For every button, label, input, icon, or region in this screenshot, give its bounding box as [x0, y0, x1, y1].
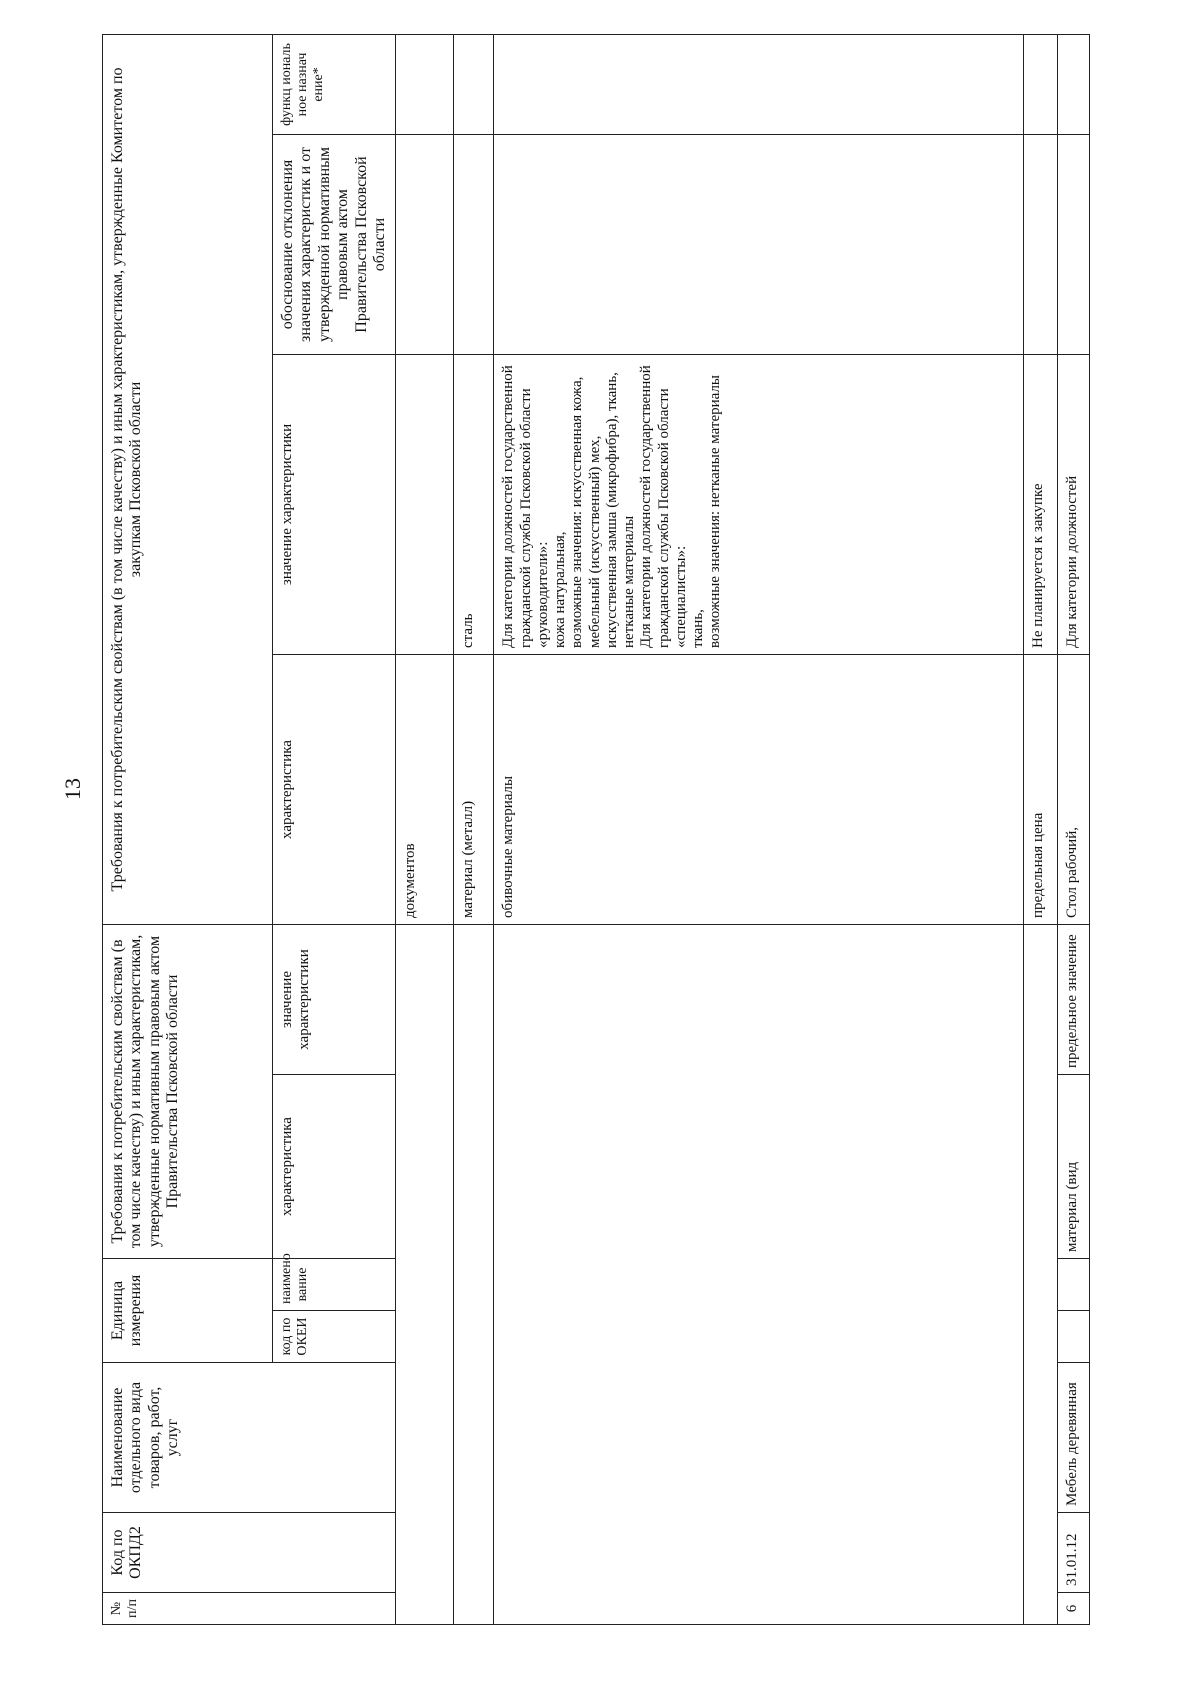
header-name: Наименование отдельного вида товаров, работ, услуг	[103, 1363, 396, 1513]
table-row	[494, 34, 1024, 1624]
page-number: 13	[60, 778, 85, 800]
table-row	[454, 34, 494, 1624]
row-value: сталь	[454, 354, 494, 654]
header-req-gov: Требования к потребительским свойствам (в том числе качеству) и иным характеристикам, утвержденные нормативным правовым актом Правительства Псковской области	[103, 924, 273, 1258]
header-char2: характеристика	[273, 654, 396, 924]
row-char: предельная цена	[1024, 654, 1058, 924]
header-unit-name: наимено вание	[273, 1258, 396, 1310]
row-value: Для категории должностей государственной гражданской службы Псковской области «руководители»: кожа натуральная, возможные значения: искусственная кожа, мебельный (искусственный) мех, искусственная замша (микрофибра), ткань, нетканые материалы Для категории должностей государственной гражданской службы Псковской области «специалисты»: ткань, возможные значения: нетканые материалы	[494, 354, 1024, 654]
table-row-item-6	[1058, 34, 1090, 1624]
header-code: Код по ОКПД2	[103, 1513, 396, 1593]
header-func: функц иональ ное назнач ение*	[273, 34, 396, 134]
item-code: 31.01.12	[1058, 1513, 1090, 1593]
item-value2: Для категории должностей	[1058, 354, 1090, 654]
header-row-1	[103, 34, 273, 1624]
header-num: № п/п	[103, 1593, 396, 1625]
header-value2: значение характеристики	[273, 354, 396, 654]
header-unit: Единица измерения	[103, 1258, 273, 1362]
row-value	[396, 354, 454, 654]
row-char: материал (металл)	[454, 654, 494, 924]
requirements-table-rotated	[102, 35, 1081, 1625]
item-num: 6	[1058, 1593, 1090, 1625]
row-char: документов	[396, 654, 454, 924]
row-char: обивочные материалы	[494, 654, 1024, 924]
item-char: материал (вид	[1058, 1074, 1090, 1258]
table-row	[396, 34, 454, 1624]
item-value: предельное значение	[1058, 924, 1090, 1074]
table-row	[1024, 34, 1058, 1624]
header-okei: код по ОКЕИ	[273, 1311, 396, 1363]
header-value: значение характеристики	[273, 924, 396, 1074]
row-value: Не планируется к закупке	[1024, 354, 1058, 654]
item-char2: Стол рабочий,	[1058, 654, 1090, 924]
requirements-table	[102, 34, 1090, 1625]
header-req-committee: Требования к потребительским свойствам (в том числе качеству) и иным характеристикам, утвержденные Комитетом по закупкам Псковской области	[103, 34, 273, 924]
header-char: характеристика	[273, 1074, 396, 1258]
header-deviation: обоснование отклонения значения характеристик и от утвержденной нормативным правовым актом Правительства Псковской области	[273, 134, 396, 354]
item-name: Мебель деревянная	[1058, 1363, 1090, 1513]
